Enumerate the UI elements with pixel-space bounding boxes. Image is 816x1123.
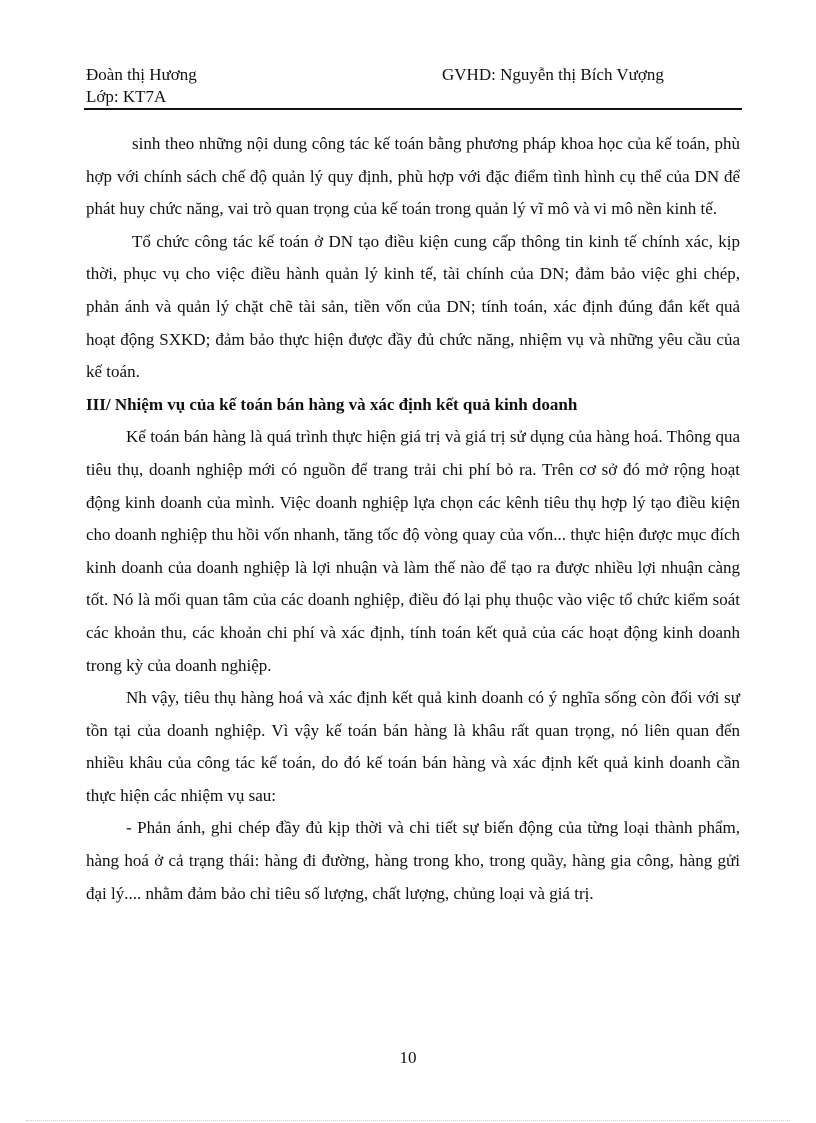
class-label: Lớp: KT7A xyxy=(86,87,167,106)
author-name: Đoàn thị Hương xyxy=(86,65,197,84)
paragraph-organization: Tổ chức công tác kế toán ở DN tạo điều kiện cung cấp thông tin kinh tế chính xác, kịp thời, phục vụ cho việc điều hành quản lý kinh tế, tài chính của DN; đảm bảo việc ghi chép, phản ánh và quản lý chặt chẽ tài sản, tiền vốn của DN; tính toán, xác định đúng đắn kết quả hoạt động SXKD; đảm bảo thực hiện được đầy đủ chức năng, nhiệm vụ và những yêu cầu của kế toán. xyxy=(86,231,740,382)
paragraph-sales-accounting: Kế toán bán hàng là quá trình thực hiện giá trị và giá trị sử dụng của hàng hoá. Thông qua tiêu thụ, doanh nghiệp mới có nguồn để trang trải chi phí bỏ ra. Trên cơ sở đó mở rộng hoạt động kinh doanh của mình. Việc doanh nghiệp lựa chọn các kênh tiêu thụ hợp lý tạo điều kiện cho doanh nghiệp thu hồi vốn nhanh, tăng tốc độ vòng quay của vốn... thực hiện được mục đích kinh doanh của doanh nghiệp là lợi nhuận và làm thế nào để tạo ra được nhiều lợi nhuận càng tốt. Nó là mối quan tâm của các doanh nghiệp, điều đó lại phụ thuộc vào việc tổ chức kiểm soát các khoản thu, các khoản chi phí và xác định, tính toán kết quả của các hoạt động kinh doanh trong kỳ của doanh nghiệp. xyxy=(86,427,740,675)
document-body xyxy=(86,128,740,910)
paragraph-continuation: sinh theo những nội dung công tác kế toán bằng phương pháp khoa học của kế toán, phù hợp với chính sách chế độ quản lý quy định, phù hợp với đặc điểm tình hình cụ thể của DN để phát huy chức năng, vai trò quan trọng của kế toán trong quản lý vĩ mô và vi mô nền kinh tế. xyxy=(86,134,740,219)
page-header xyxy=(86,64,740,108)
section-heading: III/ Nhiệm vụ của kế toán bán hàng và xác định kết quả kinh doanh xyxy=(86,394,578,414)
header-rule xyxy=(84,108,742,110)
paragraph-task-item: - Phản ánh, ghi chép đầy đủ kịp thời và chi tiết sự biến động của từng loại thành phẩm, hàng hoá ở cả trạng thái: hàng đi đường, hàng trong kho, trong quầy, hàng gia công, hàng gửi đại lý.... nhằm đảm bảo chỉ tiêu số lượng, chất lượng, chủng loại và giá trị. xyxy=(86,818,740,903)
paragraph-consumption: Nh vậy, tiêu thụ hàng hoá và xác định kết quả kinh doanh có ý nghĩa sống còn đối với sự tồn tại của doanh nghiệp. Vì vậy kế toán bán hàng là khâu rất quan trọng, nó liên quan đến nhiều khâu của công tác kế toán, do đó kế toán bán hàng và xác định kết quả kinh doanh cần thực hiện các nhiệm vụ sau: xyxy=(86,688,740,805)
page-number: 10 xyxy=(399,1048,417,1067)
advisor-name: GVHD: Nguyễn thị Bích Vượng xyxy=(442,65,664,84)
footer-divider xyxy=(26,1120,790,1121)
